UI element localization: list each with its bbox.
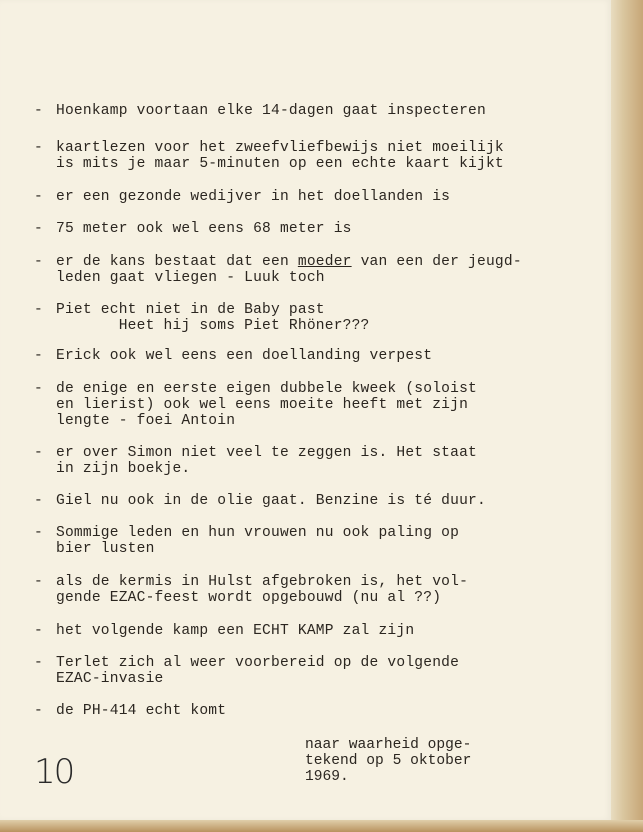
list-item-text: Hoenkamp voortaan elke 14-dagen gaat inspecteren (56, 103, 486, 119)
bullet-dash: - (34, 574, 43, 590)
page-bottom-edge (0, 820, 643, 832)
bullet-dash: - (34, 103, 43, 119)
bullet-dash: - (34, 302, 43, 318)
bullet-dash: - (34, 493, 43, 509)
list-item-text: Sommige leden en hun vrouwen nu ook paling op bier lusten (56, 525, 460, 557)
bullet-dash: - (34, 655, 43, 671)
bullet-dash: - (34, 445, 43, 461)
list-item-text: de enige en eerste eigen dubbele kweek (soloist en lierist) ook wel eens moeite heeft met zijn lengte - foei Antoin (56, 381, 478, 429)
list-item-text: Terlet zich al weer voorbereid op de volgende EZAC-invasie (56, 655, 460, 687)
list-item-text: kaartlezen voor het zweefvliefbewijs niet moeilijk is mits je maar 5-minuten op een echte kaart kijkt (56, 140, 504, 172)
list-item-text: er over Simon niet veel te zeggen is. Het staat in zijn boekje. (56, 445, 478, 477)
page-edge (611, 0, 643, 832)
bullet-dash: - (34, 254, 43, 270)
signature-block: naar waarheid opge- tekend op 5 oktober 1969. (305, 737, 472, 785)
list-item-text (56, 254, 522, 286)
list-item-text: als de kermis in Hulst afgebroken is, het vol- gende EZAC-feest wordt opgebouwd (nu al ??) (56, 574, 469, 606)
bullet-dash: - (34, 525, 43, 541)
underlined-word: moeder (297, 254, 352, 270)
list-item-text: de PH-414 echt komt (56, 703, 227, 719)
text-segment: van een der jeugd- leden gaat vliegen - Luuk toch (56, 254, 522, 286)
bullet-dash: - (34, 623, 43, 639)
list-item-text: Giel nu ook in de olie gaat. Benzine is té duur. (56, 493, 486, 509)
bullet-dash: - (34, 189, 43, 205)
list-item-text: Erick ook wel eens een doellanding verpest (56, 348, 433, 364)
bullet-dash: - (34, 140, 43, 156)
bullet-dash: - (34, 348, 43, 364)
bullet-dash: - (34, 221, 43, 237)
bullet-dash: - (34, 703, 43, 719)
list-item-text: 75 meter ook wel eens 68 meter is (56, 221, 352, 237)
list-item-text: Piet echt niet in de Baby past Heet hij soms Piet Rhöner??? (56, 302, 370, 334)
list-item-text: het volgende kamp een ECHT KAMP zal zijn (56, 623, 415, 639)
list-item-text: er een gezonde wedijver in het doellanden is (56, 189, 451, 205)
page-number: 10 (34, 752, 74, 792)
text-segment: er de kans bestaat dat een (56, 254, 298, 270)
bullet-dash: - (34, 381, 43, 397)
